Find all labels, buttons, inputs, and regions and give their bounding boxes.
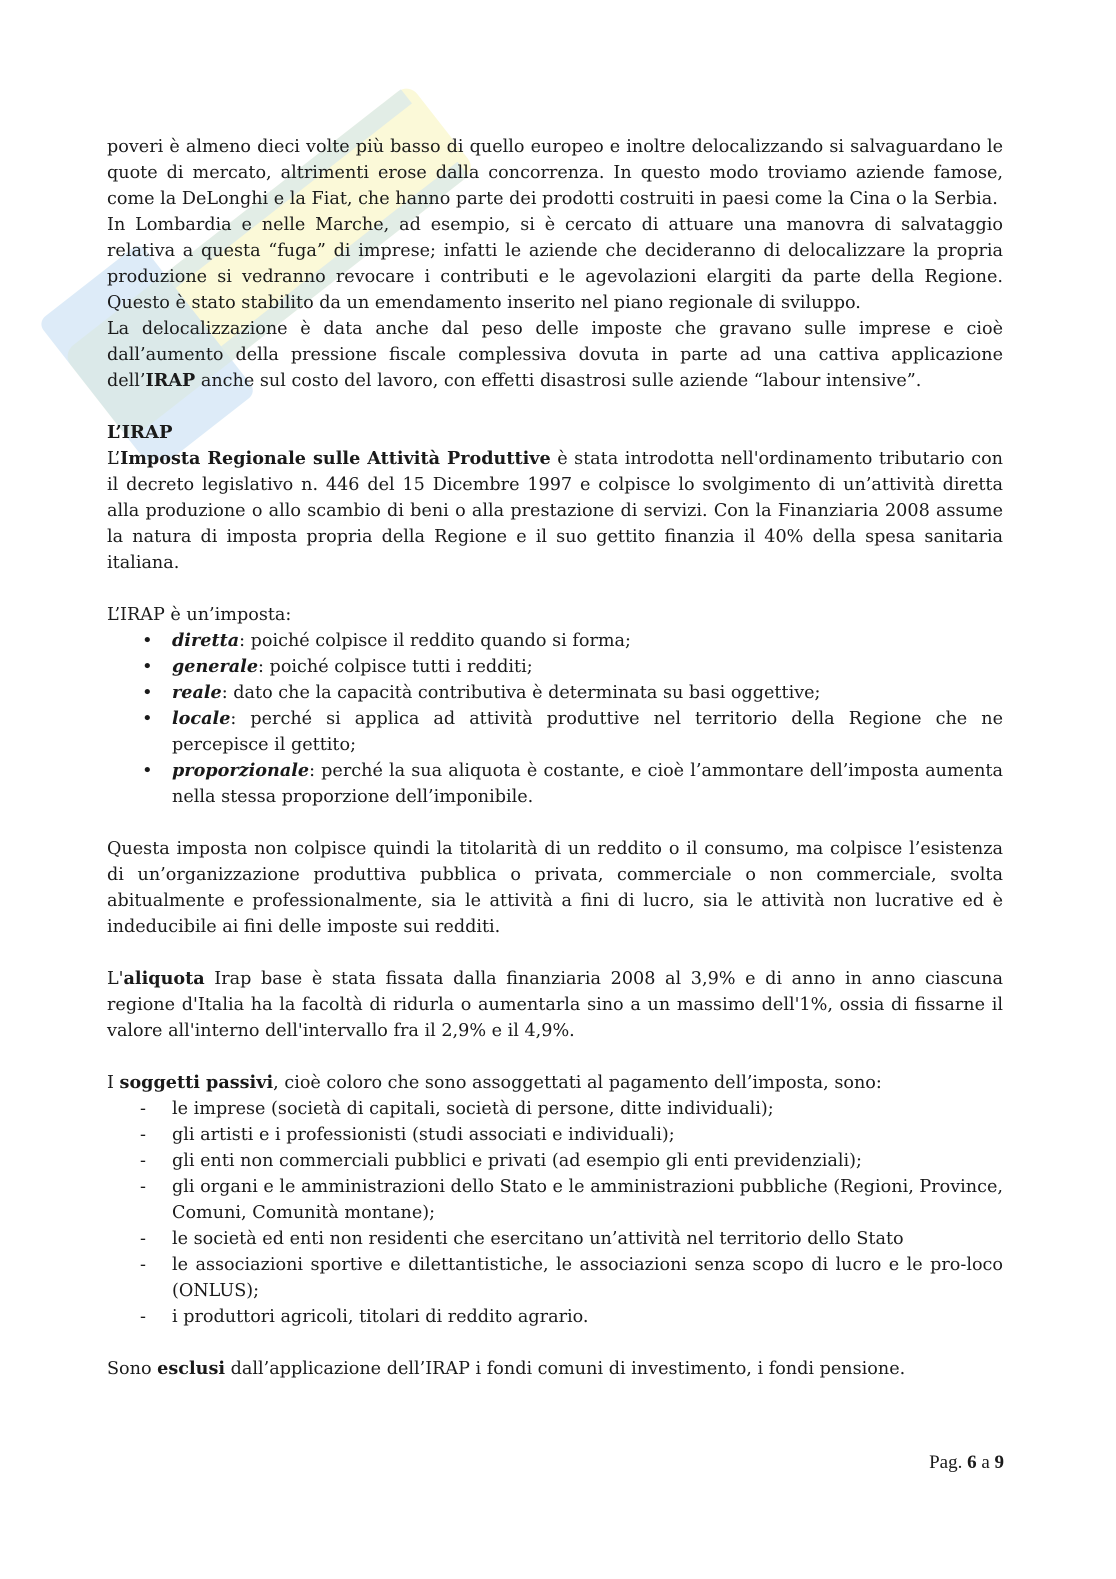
list-item: • proporzionale: perché la sua aliquota è costante, e cioè l’ammontare dell’imposta aumenta nella stessa proporzione dell’imponibile. [172,758,1003,810]
list-item: - le società ed enti non residenti che esercitano un’attività nel territorio dello Stato [172,1226,1003,1252]
list-intro: L’IRAP è un’imposta: [107,605,292,625]
irap-features-list [107,628,1003,810]
paragraph-lombardia-marche: In Lombardia e nelle Marche, ad esempio, si è cercato di attuare una manovra di salvataggio relativa a questa “fuga” di imprese; infatti le aziende che decideranno di delocalizzare la propria produzione si vedranno revocare i contributi e le agevolazioni elargiti da parte della Regione. Questo è stato stabilito da un emendamento inserito nel piano regionale di sviluppo. [107,215,1003,313]
list-item: • generale: poiché colpisce tutti i redditi; [172,654,1003,680]
list-item: - i produttori agricoli, titolari di reddito agrario. [172,1304,1003,1330]
list-item: • locale: perché si applica ad attività produttive nel territorio della Regione che ne percepisce il gettito; [172,706,1003,758]
list-item: - gli organi e le amministrazioni dello Stato e le amministrazioni pubbliche (Regioni, Province, Comuni, Comunità montane); [172,1174,1003,1226]
list-item: - gli artisti e i professionisti (studi associati e individuali); [172,1122,1003,1148]
paragraph-tax-burden: La delocalizzazione è data anche dal peso delle imposte che gravano sulle imprese e cioè dall’aumento della pressione fiscale complessiva dovuta in parte ad una cattiva applicazione dell’IRAP anche sul costo del lavoro, con effetti disastrosi sulle aziende “labour intensive”. [107,319,1003,391]
document-body [107,134,1003,1382]
paragraph-soggetti-passivi: I soggetti passivi, cioè coloro che sono assoggettati al pagamento dell’imposta, sono: [107,1072,882,1093]
list-item: • diretta: poiché colpisce il reddito quando si forma; [172,628,1003,654]
section-title-irap: L’IRAP [107,422,173,443]
paragraph-esclusi: Sono esclusi dall’applicazione dell’IRAP i fondi comuni di investimento, i fondi pensione. [107,1358,906,1379]
paragraph-aliquota: L'aliquota Irap base è stata fissata dalla finanziaria 2008 al 3,9% e di anno in anno ciascuna regione d'Italia ha la facoltà di ridurla o aumentarla sino a un massimo dell'1%, ossia di fissarne il valore all'interno dell'intervallo fra il 2,9% e il 4,9%. [107,968,1003,1041]
paragraph-organization: Questa imposta non colpisce quindi la titolarità di un reddito o il consumo, ma colpisce l’esistenza di un’organizzazione produttiva pubblica o privata, commerciale o non commerciale, svolta abitualmente e professionalmente, sia le attività a fini di lucro, sia le attività non lucrative ed è indeducibile ai fini delle imposte sui redditi. [107,839,1003,937]
paragraph-delocalization-costs: poveri è almeno dieci volte più basso di quello europeo e inoltre delocalizzando si salvaguardano le quote di mercato, altrimenti erose dalla concorrenza. In questo modo troviamo aziende famose, come la DeLonghi e la Fiat, che hanno parte dei prodotti costruiti in paesi come la Cina o la Serbia. [107,137,1003,209]
list-item: - le imprese (società di capitali, società di persone, ditte individuali); [172,1096,1003,1122]
page-number: Pag. 6 a 9 [929,1452,1004,1473]
list-item: • reale: dato che la capacità contributiva è determinata su basi oggettive; [172,680,1003,706]
list-item: - gli enti non commerciali pubblici e privati (ad esempio gli enti previdenziali); [172,1148,1003,1174]
list-item: - le associazioni sportive e dilettantistiche, le associazioni senza scopo di lucro e le pro-loco (ONLUS); [172,1252,1003,1304]
paragraph-irap-definition: L’Imposta Regionale sulle Attività Produttive è stata introdotta nell'ordinamento tributario con il decreto legislativo n. 446 del 15 Dicembre 1997 e colpisce lo svolgimento di un’attività diretta alla produzione o allo scambio di beni o alla prestazione di servizi. Con la Finanziaria 2008 assume la natura di imposta propria della Regione e il suo gettito finanzia il 40% della spesa sanitaria italiana. [107,448,1003,573]
subjects-list [107,1096,1003,1330]
